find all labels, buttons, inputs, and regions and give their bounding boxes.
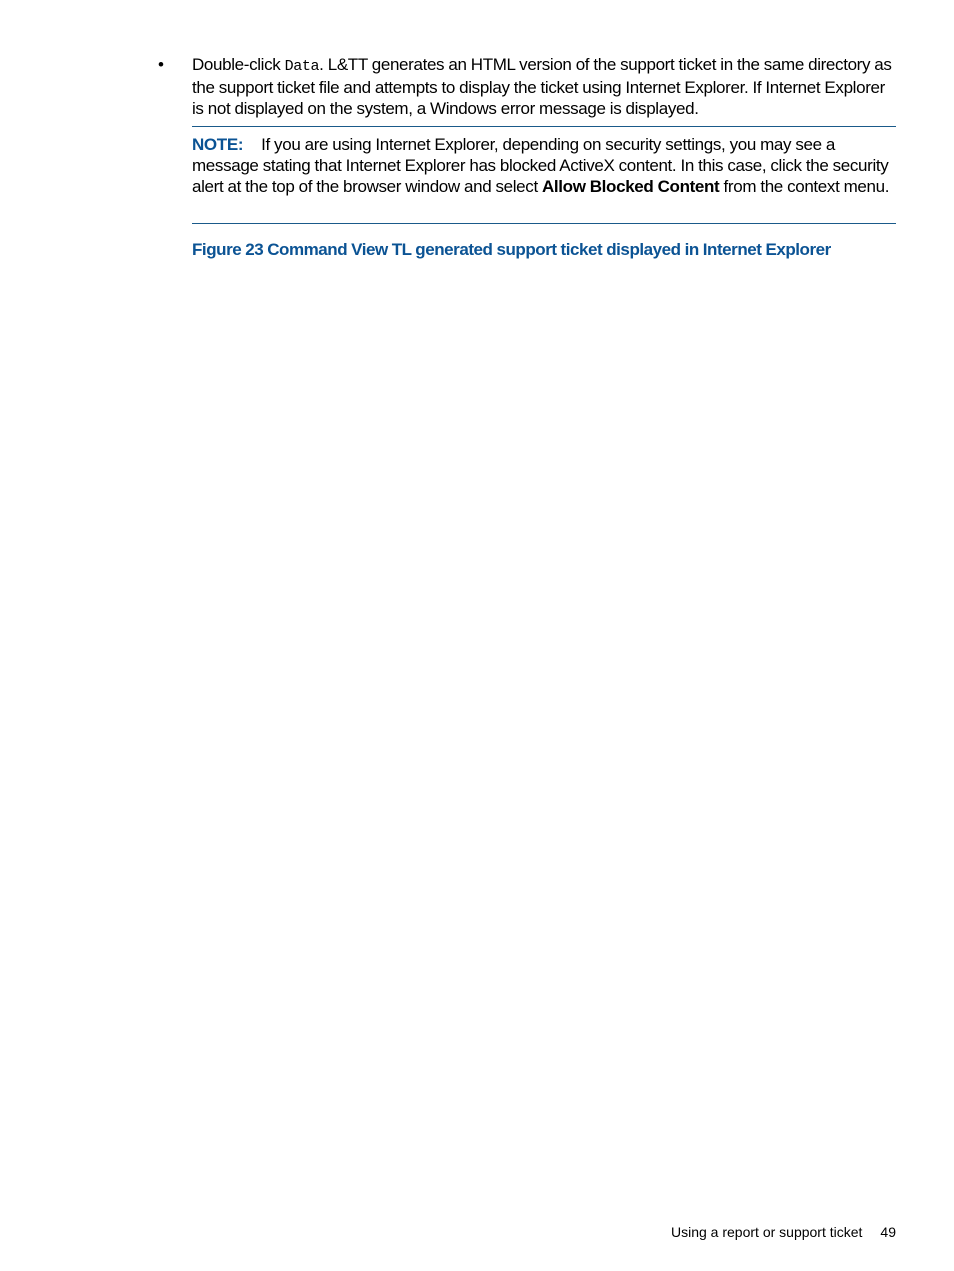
bullet-body: . L&TT generates an HTML version of the support ticket in the same directory as the support ticket file and attempts to display the ticket using Internet Explorer. If Internet Explorer is not displayed on the system, a Windows error message is displayed. (192, 55, 892, 118)
bullet-mark: • (158, 55, 164, 74)
note-box (192, 126, 896, 224)
note-text-before: If you are using Internet Explorer, depending on security settings, you may see a message stating that Internet Explorer has blocked ActiveX content. In this case, click the security alert at the top of the browser window and select (192, 135, 889, 196)
note-bold-text: Allow Blocked Content (542, 177, 720, 196)
code-data: Data (284, 58, 320, 75)
bullet-prefix: Double-click (192, 55, 285, 74)
figure-caption: Figure 23 Command View TL generated support ticket displayed in Internet Explorer (192, 240, 831, 259)
bullet-paragraph (192, 54, 896, 119)
page-number: 49 (880, 1224, 896, 1240)
page-footer (671, 1222, 896, 1242)
note-label: NOTE: (192, 135, 244, 154)
footer-section-title: Using a report or support ticket (671, 1224, 863, 1240)
note-text-after: from the context menu. (719, 177, 890, 196)
